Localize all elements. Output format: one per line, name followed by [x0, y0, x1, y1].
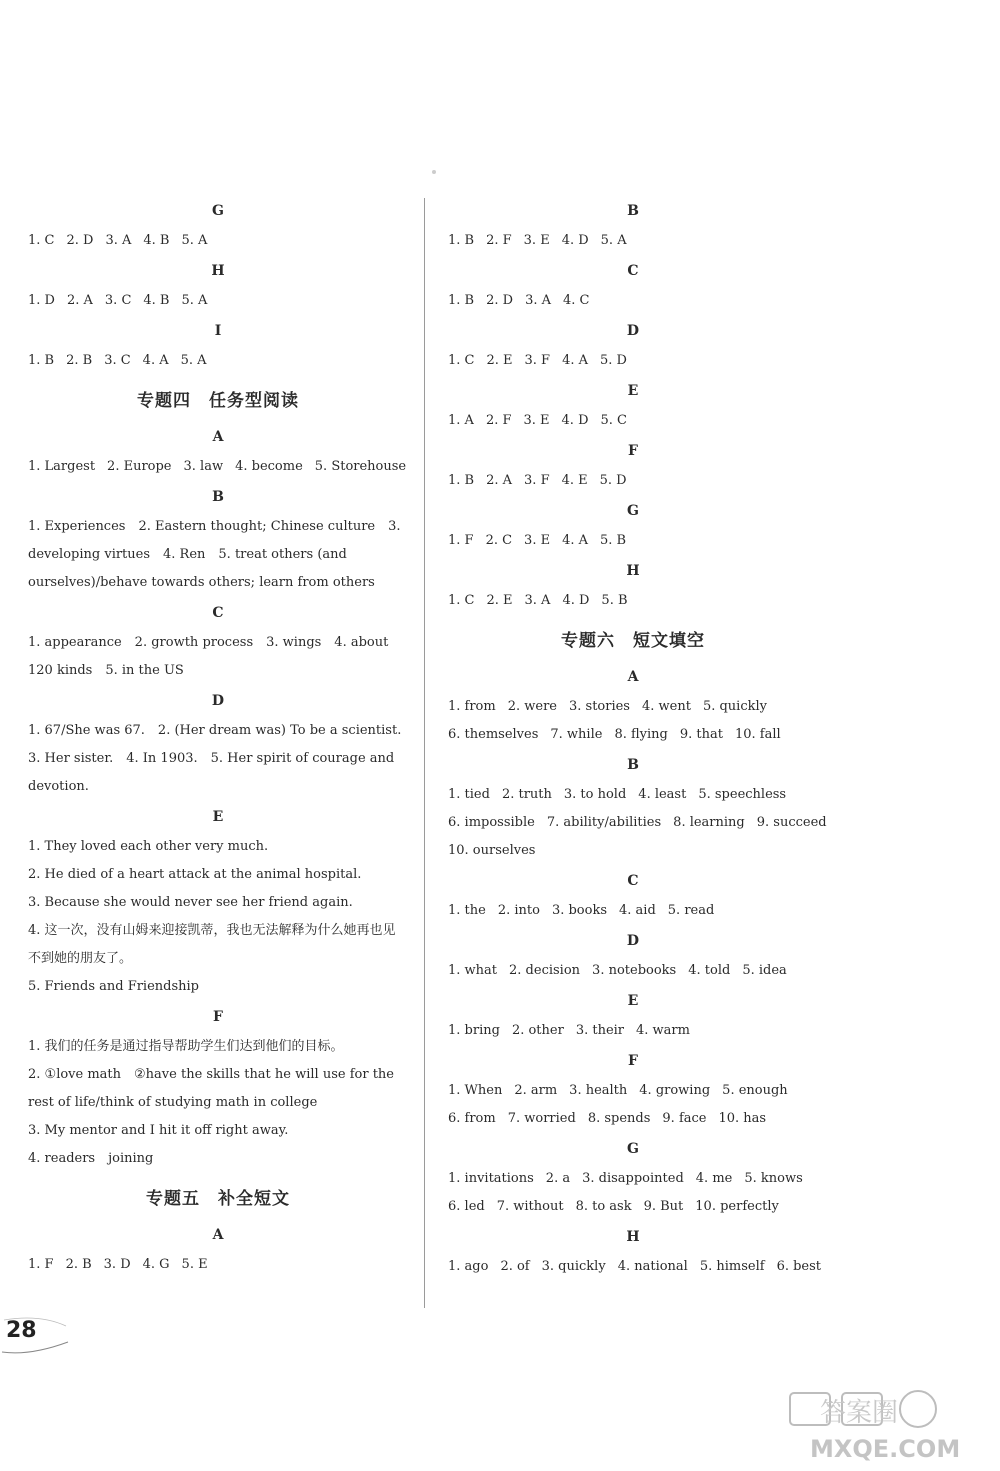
answer-line — [448, 809, 827, 837]
answer-item: 5. A — [180, 353, 207, 368]
answer-item: 2. were — [507, 699, 557, 714]
watermark-logo — [760, 1385, 990, 1465]
answer-item: 4. A — [142, 353, 169, 368]
answer-item: 8. flying — [614, 727, 668, 742]
answer-item: 8. spends — [587, 1111, 651, 1126]
answer-line — [448, 1165, 818, 1193]
answer-item: 4. C — [563, 293, 590, 308]
answer-item: 1. the — [448, 903, 486, 918]
answer-item: 3. A — [105, 233, 132, 248]
answer-item: 6. best — [776, 1259, 822, 1274]
answer-paragraph: 1. 67/She was 67. 2. (Her dream was) To be a scientist. 3. Her sister. 4. In 1903. 5. Her spirit of courage and devotion. — [28, 723, 415, 794]
section-letter: H — [211, 263, 225, 279]
answer-item: 4. went — [641, 699, 691, 714]
answer-item: 1. tied — [448, 787, 490, 802]
answer-paragraph: 2. ①love math ②have the skills that he will use for the rest of life/think of studying math in college — [28, 1067, 394, 1110]
answer-item: 1. from — [448, 699, 496, 714]
answer-item: 4. national — [617, 1259, 688, 1274]
answer-item: 8. learning — [673, 815, 745, 830]
answer-item: 2. F — [486, 233, 512, 248]
answer-line — [28, 1251, 408, 1279]
section-letter: B — [627, 203, 639, 219]
section-letter: C — [627, 873, 639, 889]
answer-item: 8. to ask — [575, 1199, 632, 1214]
answer-item: 1. F — [28, 1257, 54, 1272]
section-letter: F — [628, 443, 638, 459]
answer-item: 4. aid — [619, 903, 656, 918]
answer-item: 2. truth — [501, 787, 552, 802]
answer-line — [448, 227, 818, 255]
answer-item: 4. D — [561, 413, 589, 428]
topic-heading: 专题五 补全短文 — [146, 1189, 290, 1209]
answer-item: 4. become — [235, 459, 303, 474]
watermark-text: MXQE.COM — [810, 1435, 961, 1463]
answer-item: 1. Largest — [28, 459, 96, 474]
answer-item: 1. C — [448, 353, 475, 368]
answer-item: 5. A — [181, 233, 208, 248]
answer-item: 5. E — [181, 1257, 208, 1272]
section-letter: F — [213, 1009, 223, 1025]
answer-item: 1. F — [448, 533, 474, 548]
answer-item: 1. what — [448, 963, 498, 978]
answer-item: 1. bring — [448, 1023, 500, 1038]
answer-item: 2. E — [486, 353, 513, 368]
answer-item: 1. invitations — [448, 1171, 534, 1186]
section-letter: A — [627, 669, 639, 685]
answer-item: 1. C — [28, 233, 55, 248]
answer-line — [448, 693, 818, 721]
answer-line — [28, 287, 408, 315]
answer-item: 7. without — [496, 1199, 564, 1214]
answer-item: 3. quickly — [541, 1259, 606, 1274]
answer-paragraph: 4. readers joining — [28, 1151, 154, 1166]
answer-item: 2. A — [486, 473, 513, 488]
answer-paragraph: 1. Experiences 2. Eastern thought; Chinese culture 3. developing virtues 4. Ren 5. treat others (and ourselves)/behave towards others; learn from others — [28, 519, 401, 590]
answer-item: 4. A — [562, 533, 589, 548]
answer-item: 7. worried — [507, 1111, 576, 1126]
answer-line — [448, 1017, 818, 1045]
answer-item: 5. D — [600, 353, 627, 368]
page-number: 28 — [6, 1318, 37, 1343]
answer-item: 2. D — [66, 233, 94, 248]
answer-item: 5. quickly — [702, 699, 767, 714]
answer-item: 2. D — [486, 293, 514, 308]
answer-line — [448, 287, 818, 315]
answer-item: 1. B — [448, 233, 475, 248]
section-letter: A — [212, 1227, 224, 1243]
answer-line — [448, 1105, 818, 1133]
answer-item: 3. F — [524, 473, 550, 488]
answer-item: 5. D — [599, 473, 627, 488]
answer-item: 10. fall — [734, 727, 781, 742]
section-letter: D — [626, 933, 640, 949]
answer-item: 10. has — [718, 1111, 767, 1126]
right-column — [448, 195, 827, 1281]
answer-item: 1. B — [448, 473, 475, 488]
answer-item: 2. F — [485, 413, 512, 428]
answer-line — [448, 957, 818, 985]
answer-item: 1. A — [448, 413, 474, 428]
section-letter: A — [212, 429, 224, 445]
answer-item: 1. D — [28, 293, 55, 308]
section-letter: I — [214, 323, 222, 339]
answer-item: 2. decision — [509, 963, 581, 978]
answer-item: 3. C — [104, 293, 132, 308]
answer-item: 5. A — [600, 233, 627, 248]
section-letter: E — [212, 809, 224, 825]
answer-line — [28, 453, 408, 481]
topic-heading: 专题六 短文填空 — [561, 631, 705, 651]
answer-item: 6. themselves — [448, 727, 539, 742]
answer-paragraph: 3. Because she would never see her friend again. — [28, 895, 353, 910]
answer-item: 3. A — [524, 593, 551, 608]
answer-line — [448, 527, 818, 555]
answer-item: 3. D — [103, 1257, 131, 1272]
answer-item: 2. a — [545, 1171, 571, 1186]
answer-item: 4. me — [695, 1171, 733, 1186]
answer-item: 3. E — [523, 413, 550, 428]
section-letter: E — [627, 383, 639, 399]
answer-paragraph: 1. 我们的任务是通过指导帮助学生们达到他们的目标。 — [28, 1039, 344, 1054]
answer-item: 3. their — [575, 1023, 625, 1038]
answer-item: 4. D — [561, 233, 589, 248]
answer-item: 5. C — [600, 413, 627, 428]
section-letter: F — [628, 1053, 638, 1069]
answer-item: 3. A — [525, 293, 551, 308]
answer-line — [448, 837, 818, 865]
answer-item: 5. Storehouse — [314, 459, 407, 474]
answer-line — [448, 587, 818, 615]
answer-item: 3. stories — [568, 699, 630, 714]
answer-item: 10. perfectly — [695, 1199, 779, 1214]
answer-item: 2. into — [497, 903, 540, 918]
answer-line — [448, 467, 818, 495]
answer-line — [448, 1193, 818, 1221]
section-letter: H — [626, 563, 640, 579]
answer-item: 5. B — [601, 593, 628, 608]
answer-paragraph: 3. My mentor and I hit it off right away. — [28, 1123, 289, 1138]
answer-line — [28, 347, 408, 375]
answer-item: 5. speechless — [698, 787, 787, 802]
answer-item: 4. G — [142, 1257, 170, 1272]
answer-item: 1. ago — [448, 1259, 489, 1274]
answer-line — [448, 721, 818, 749]
answer-paragraph: 1. They loved each other very much. — [28, 839, 269, 854]
answer-item: 3. health — [569, 1083, 628, 1098]
answer-item: 9. that — [679, 727, 723, 742]
answer-item: 2. E — [486, 593, 513, 608]
answer-item: 1. B — [448, 293, 475, 308]
section-letter: B — [627, 757, 639, 773]
answer-paragraph: 1. appearance 2. growth process 3. wings 4. about 120 kinds 5. in the US — [28, 635, 389, 678]
left-column — [28, 195, 415, 1279]
answer-paragraph: 2. He died of a heart attack at the animal hospital. — [28, 867, 362, 882]
section-letter: D — [626, 323, 640, 339]
answer-item: 4. E — [561, 473, 588, 488]
answer-item: 4. growing — [639, 1083, 711, 1098]
answer-item: 4. B — [143, 293, 170, 308]
answer-item: 4. A — [562, 353, 589, 368]
answer-item: 3. books — [551, 903, 608, 918]
answer-item: 3. law — [183, 459, 224, 474]
answer-item: 9. face — [662, 1111, 707, 1126]
answer-item: 5. knows — [744, 1171, 803, 1186]
answer-item: 3. E — [523, 233, 550, 248]
answer-line — [448, 407, 818, 435]
answer-item: 2. B — [66, 353, 93, 368]
answer-item: 6. from — [448, 1111, 496, 1126]
answer-item: 10. ourselves — [448, 843, 536, 858]
answer-item: 9. succeed — [756, 815, 827, 830]
answer-line — [448, 1077, 818, 1105]
watermark-logo-text: 答案圈 — [820, 1398, 899, 1428]
section-letter: G — [627, 1141, 639, 1157]
section-letter: H — [626, 1229, 640, 1245]
answer-line — [448, 1253, 822, 1281]
section-letter: C — [627, 263, 639, 279]
answer-item: 5. B — [600, 533, 627, 548]
answer-item: 9. But — [643, 1199, 684, 1214]
answer-item: 5. A — [181, 293, 208, 308]
section-letter: D — [211, 693, 225, 709]
topic-heading: 专题四 任务型阅读 — [137, 391, 299, 411]
answer-line — [448, 897, 818, 925]
answer-item: 5. enough — [722, 1083, 788, 1098]
column-divider — [424, 198, 425, 1308]
answer-line — [28, 227, 408, 255]
answer-item: 1. C — [448, 593, 475, 608]
answer-item: 6. impossible — [448, 815, 535, 830]
answer-paragraph: 4. 这一次，没有山姆来迎接凯蒂，我也无法解释为什么她再也见不到她的朋友了。 — [28, 923, 396, 966]
answer-item: 2. B — [65, 1257, 92, 1272]
answer-item: 2. of — [500, 1259, 530, 1274]
answer-item: 3. C — [104, 353, 131, 368]
answer-item: 2. arm — [514, 1083, 558, 1098]
scan-speck — [432, 170, 436, 174]
answer-item: 3. disappointed — [582, 1171, 684, 1186]
answer-item: 2. A — [66, 293, 93, 308]
section-letter: E — [627, 993, 639, 1009]
answer-item: 2. other — [511, 1023, 564, 1038]
answer-item: 3. F — [524, 353, 551, 368]
answer-item: 2. Europe — [107, 459, 172, 474]
answer-item: 5. idea — [742, 963, 787, 978]
answer-line — [448, 347, 818, 375]
answer-item: 4. D — [562, 593, 590, 608]
answer-item: 4. told — [688, 963, 731, 978]
section-letter: G — [627, 503, 639, 519]
section-letter: C — [212, 605, 224, 621]
answer-item: 3. notebooks — [592, 963, 677, 978]
answer-paragraph: 5. Friends and Friendship — [28, 979, 199, 994]
answer-item: 1. B — [28, 353, 55, 368]
answer-line — [448, 781, 818, 809]
section-letter: G — [212, 203, 224, 219]
answer-item: 4. least — [638, 787, 687, 802]
answer-item: 1. When — [448, 1083, 503, 1098]
answer-item: 6. led — [448, 1199, 485, 1214]
answer-item: 5. read — [667, 903, 715, 918]
section-letter: B — [212, 489, 224, 505]
answer-item: 7. ability/abilities — [546, 815, 662, 830]
answer-item: 3. E — [524, 533, 551, 548]
answer-item: 7. while — [550, 727, 603, 742]
answer-item: 4. warm — [636, 1023, 690, 1038]
answer-item: 4. B — [143, 233, 170, 248]
answer-item: 5. himself — [699, 1259, 765, 1274]
answer-item: 3. to hold — [563, 787, 627, 802]
answer-item: 2. C — [485, 533, 513, 548]
